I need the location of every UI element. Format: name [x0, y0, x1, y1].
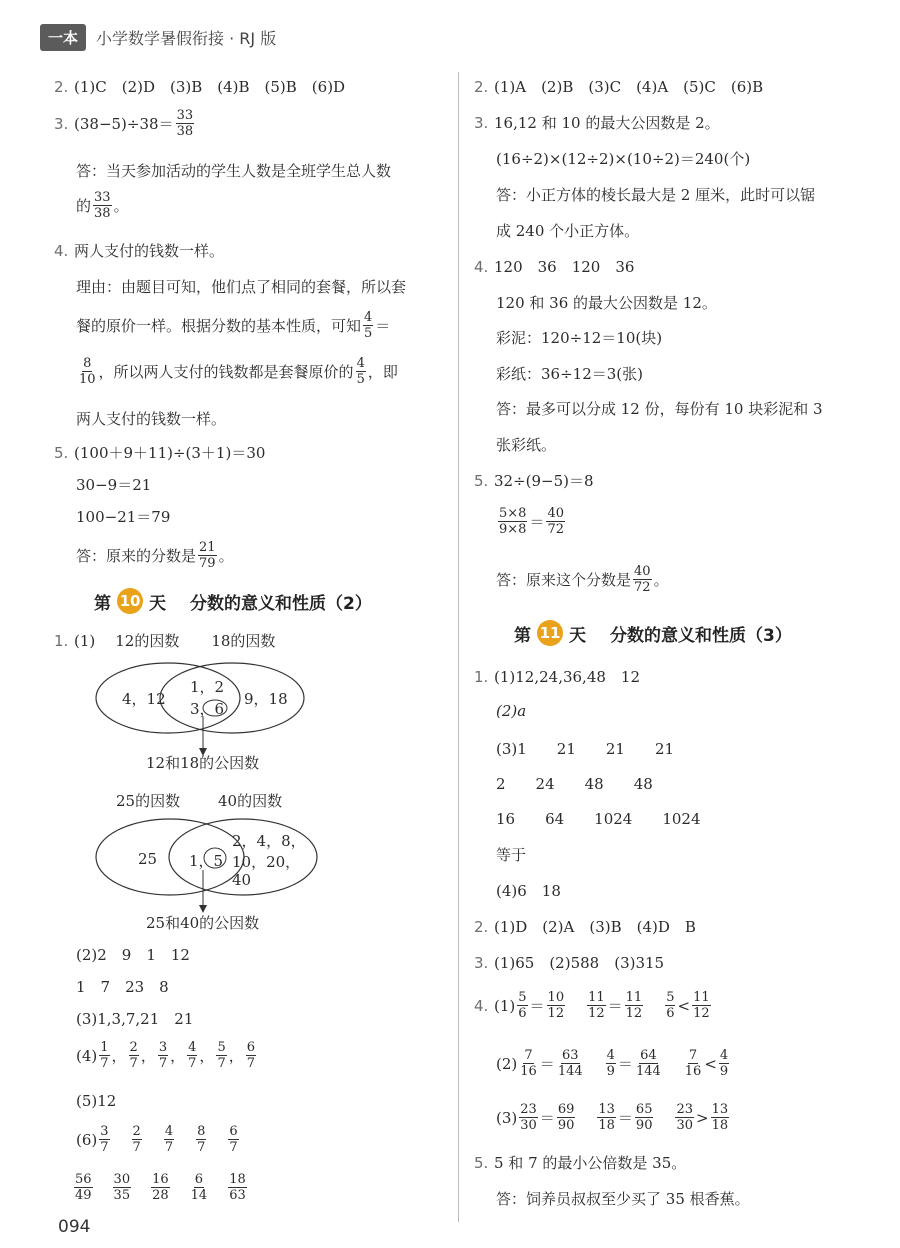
answer-line: 答：饲养员叔叔至少买了 35 根香蕉。 [496, 1190, 750, 1208]
section-heading-day10: 第 10 天 分数的意义和性质（2） [94, 588, 372, 614]
answer-line: 4. 两人支付的钱数一样。 [54, 241, 225, 260]
venn2-right-row3: 40 [232, 871, 252, 889]
venn1-left-set: 4，12 [122, 690, 166, 708]
answer-line: (5)12 [76, 1092, 117, 1110]
day-badge: 10 [117, 588, 143, 614]
fraction: $\frac{64}{144}$ [635, 1048, 661, 1079]
answer-line: 成 240 个小正方体。 [496, 222, 640, 240]
fraction: $\frac{5}{7}$ [217, 1040, 226, 1071]
answer-line: 2. (1)D (2)A (3)B (4)D B [474, 917, 696, 936]
fraction: $\frac{65}{90}$ [635, 1102, 653, 1133]
answer-line: 答：最多可以分成 12 份，每份有 10 块彩泥和 3 [496, 400, 823, 418]
fraction: $\frac{4}{5}$ [364, 310, 373, 341]
answer-line: 5. (100＋9＋11)÷(3＋1)＝30 [54, 443, 266, 462]
answer-line: $\frac{5\times 8}{9\times 8}$ ＝ $\frac{40}{72}$ [499, 506, 564, 537]
fraction: $\frac{7}{16}$ [520, 1048, 537, 1079]
venn1-common-row2: 3，6 [190, 700, 225, 718]
fraction: $\frac{11}{12}$ [625, 990, 643, 1021]
section-heading-day11: 第 11 天 分数的意义和性质（3） [514, 620, 792, 646]
fraction: $\frac{4}{9}$ [606, 1048, 615, 1079]
answer-line: 答：小正方体的棱长最大是 2 厘米，此时可以锯 [496, 186, 816, 204]
answer-line: 等于 [496, 846, 527, 864]
fraction: $\frac{4}{9}$ [719, 1048, 729, 1079]
fraction: $\frac{69}{90}$ [557, 1102, 575, 1133]
fraction-compare-row: 4. (1) $\frac{5}{6}$ ＝ $\frac{10}{12}$ $\frac{11}{12}$ ＝ $\frac{11}{12}$ $\frac{5}{6}$ < $\frac{11}{12}$ [474, 990, 710, 1021]
answer-line: 3. (38−5)÷38＝ $\frac{33}{38}$ [54, 108, 194, 139]
fraction: $\frac{4}{7}$ [164, 1124, 174, 1155]
fraction: $\frac{33}{38}$ [176, 108, 194, 139]
answer-line: 两人支付的钱数一样。 [76, 410, 227, 428]
brand-tag: 一本 [40, 24, 86, 51]
fraction: $\frac{8}{10}$ [79, 356, 96, 387]
answer-line: (3)1 21 21 21 [496, 740, 675, 758]
book-title: 小学数学暑假衔接 · RJ 版 [96, 28, 277, 48]
fraction-compare-row: (2) $\frac{7}{16}$ ＝ $\frac{63}{144}$ $\frac{4}{9}$ ＝ $\frac{64}{144}$ $\frac{7}{16}$ < $\frac{4}{9}$ [496, 1048, 729, 1079]
answer-line: 3. (1)65 (2)588 (3)315 [474, 953, 665, 972]
answer-line: 2. (1)C (2)D (3)B (4)B (5)B (6)D [54, 77, 346, 96]
answer-line: 5. 32÷(9−5)＝8 [474, 471, 594, 490]
answer-line: $\frac{8}{10}$ ，所以两人支付的钱数都是套餐原价的 $\frac{4}{5}$ ，即 [79, 356, 398, 387]
answer-line: 答：原来这个分数是 $\frac{40}{72}$ 。 [496, 564, 669, 595]
fraction: $\frac{11}{12}$ [693, 990, 710, 1021]
venn2-common-set: 1，5 [189, 852, 224, 870]
answer-line: 16 64 1024 1024 [496, 810, 701, 828]
answer-line: 答：当天参加活动的学生人数是全班学生总人数 [76, 162, 392, 180]
answer-line: 5. 5 和 7 的最小公倍数是 35。 [474, 1153, 687, 1172]
fraction: $\frac{3}{7}$ [100, 1124, 109, 1155]
answer-line: 30−9＝21 [76, 476, 152, 494]
venn2-caption: 25和40的公因数 [146, 914, 260, 932]
answer-line: 2 24 48 48 [496, 775, 653, 793]
answer-line: 餐的原价一样。根据分数的基本性质，可知 $\frac{4}{5}$ ＝ [76, 310, 391, 341]
fraction: $\frac{13}{18}$ [598, 1102, 615, 1133]
venn1-right-set: 9，18 [244, 690, 288, 708]
answer-line: 张彩纸。 [496, 436, 557, 454]
venn2-left-set: 25 [138, 850, 158, 868]
fraction-row: (6) $\frac{3}{7}$ $\frac{2}{7}$ $\frac{4}{7}$ $\frac{8}{7}$ $\frac{6}{7}$ [76, 1124, 238, 1155]
fraction: $\frac{3}{7}$ [158, 1040, 168, 1071]
fraction-row [72, 1172, 265, 1203]
column-divider [458, 72, 459, 1222]
fraction: $\frac{18}{63}$ [229, 1172, 246, 1203]
fraction: $\frac{21}{79}$ [199, 540, 216, 571]
fraction: $\frac{63}{144}$ [557, 1048, 583, 1079]
answer-line: (2)a [496, 702, 527, 720]
answer-line: (2)2 9 1 12 [76, 946, 190, 964]
fraction: $\frac{7}{16}$ [684, 1048, 702, 1079]
venn2-right-row1: 2，4，8， [232, 832, 306, 850]
answer-line: 100−21＝79 [76, 508, 171, 526]
venn2-right-row2: 10，20， [232, 853, 301, 871]
answer-line: 120 和 36 的最大公因数是 12。 [496, 294, 717, 312]
answer-line: 彩纸：36÷12＝3(张) [496, 365, 643, 383]
answer-line: 答：原来的分数是 $\frac{21}{79}$ 。 [76, 540, 234, 571]
answer-line: 彩泥：120÷12＝10(块) [496, 329, 663, 347]
fraction: $\frac{6}{7}$ [229, 1124, 238, 1155]
answer-line: 的 $\frac{33}{38}$ 。 [76, 190, 129, 221]
venn1-caption: 12和18的公因数 [146, 754, 260, 772]
fraction: $\frac{2}{7}$ [132, 1124, 141, 1155]
day-badge: 11 [537, 620, 563, 646]
fraction: $\frac{56}{49}$ [75, 1172, 92, 1203]
fraction: $\frac{6}{14}$ [190, 1172, 208, 1203]
answer-line: (4)6 18 [496, 882, 561, 900]
venn2-label-right: 40的因数 [218, 792, 283, 810]
fraction: $\frac{5}{6}$ [666, 990, 675, 1021]
fraction: $\frac{30}{35}$ [113, 1172, 131, 1203]
answer-line: 1 7 23 8 [76, 978, 169, 996]
fraction-row: (4) $\frac{1}{7}$ ， $\frac{2}{7}$ ， $\frac{3}{7}$ ， $\frac{4}{7}$ ， $\frac{5}{7}$ ， $\frac{6}{7}$ [76, 1040, 256, 1071]
answer-line: (16÷2)×(12÷2)×(10÷2)＝240(个) [496, 150, 751, 168]
fraction: $\frac{2}{7}$ [129, 1040, 138, 1071]
fraction: $\frac{4}{7}$ [188, 1040, 197, 1071]
answer-line: 3. 16,12 和 10 的最大公因数是 2。 [474, 113, 720, 132]
answer-line: 2. (1)A (2)B (3)C (4)A (5)C (6)B [474, 77, 764, 96]
fraction: $\frac{13}{18}$ [711, 1102, 729, 1133]
page-header [40, 22, 276, 52]
fraction: $\frac{16}{28}$ [152, 1172, 169, 1203]
fraction: $\frac{40}{72}$ [547, 506, 564, 537]
answer-line: 1. (1) 12的因数 18的因数 [54, 631, 276, 650]
fraction: $\frac{4}{5}$ [356, 356, 365, 387]
venn2-label-left: 25的因数 [116, 792, 181, 810]
fraction: $\frac{6}{7}$ [246, 1040, 256, 1071]
fraction: $\frac{33}{38}$ [94, 190, 111, 221]
answer-line: (3)1,3,7,21 21 [76, 1010, 194, 1028]
fraction: $\frac{5}{6}$ [518, 990, 527, 1021]
fraction: $\frac{23}{30}$ [520, 1102, 537, 1133]
answer-line: 理由：由题目可知，他们点了相同的套餐，所以套 [76, 278, 407, 296]
venn1-common-row1: 1，2 [190, 678, 225, 696]
fraction-compare-row: (3) $\frac{23}{30}$ ＝ $\frac{69}{90}$ $\frac{13}{18}$ ＝ $\frac{65}{90}$ $\frac{23}{30}$ > $\frac{13}{18}$ [496, 1102, 729, 1133]
answer-line: 4. 120 36 120 36 [474, 257, 635, 276]
fraction: $\frac{1}{7}$ [100, 1040, 109, 1071]
fraction: $\frac{23}{30}$ [676, 1102, 694, 1133]
fraction: $\frac{5\times 8}{9\times 8}$ [499, 506, 527, 537]
fraction: $\frac{40}{72}$ [634, 564, 651, 595]
page-number: 094 [58, 1217, 91, 1237]
fraction: $\frac{10}{12}$ [547, 990, 565, 1021]
fraction: $\frac{11}{12}$ [588, 990, 605, 1021]
fraction: $\frac{8}{7}$ [197, 1124, 206, 1155]
answer-line: 1. (1)12,24,36,48 12 [474, 667, 640, 686]
